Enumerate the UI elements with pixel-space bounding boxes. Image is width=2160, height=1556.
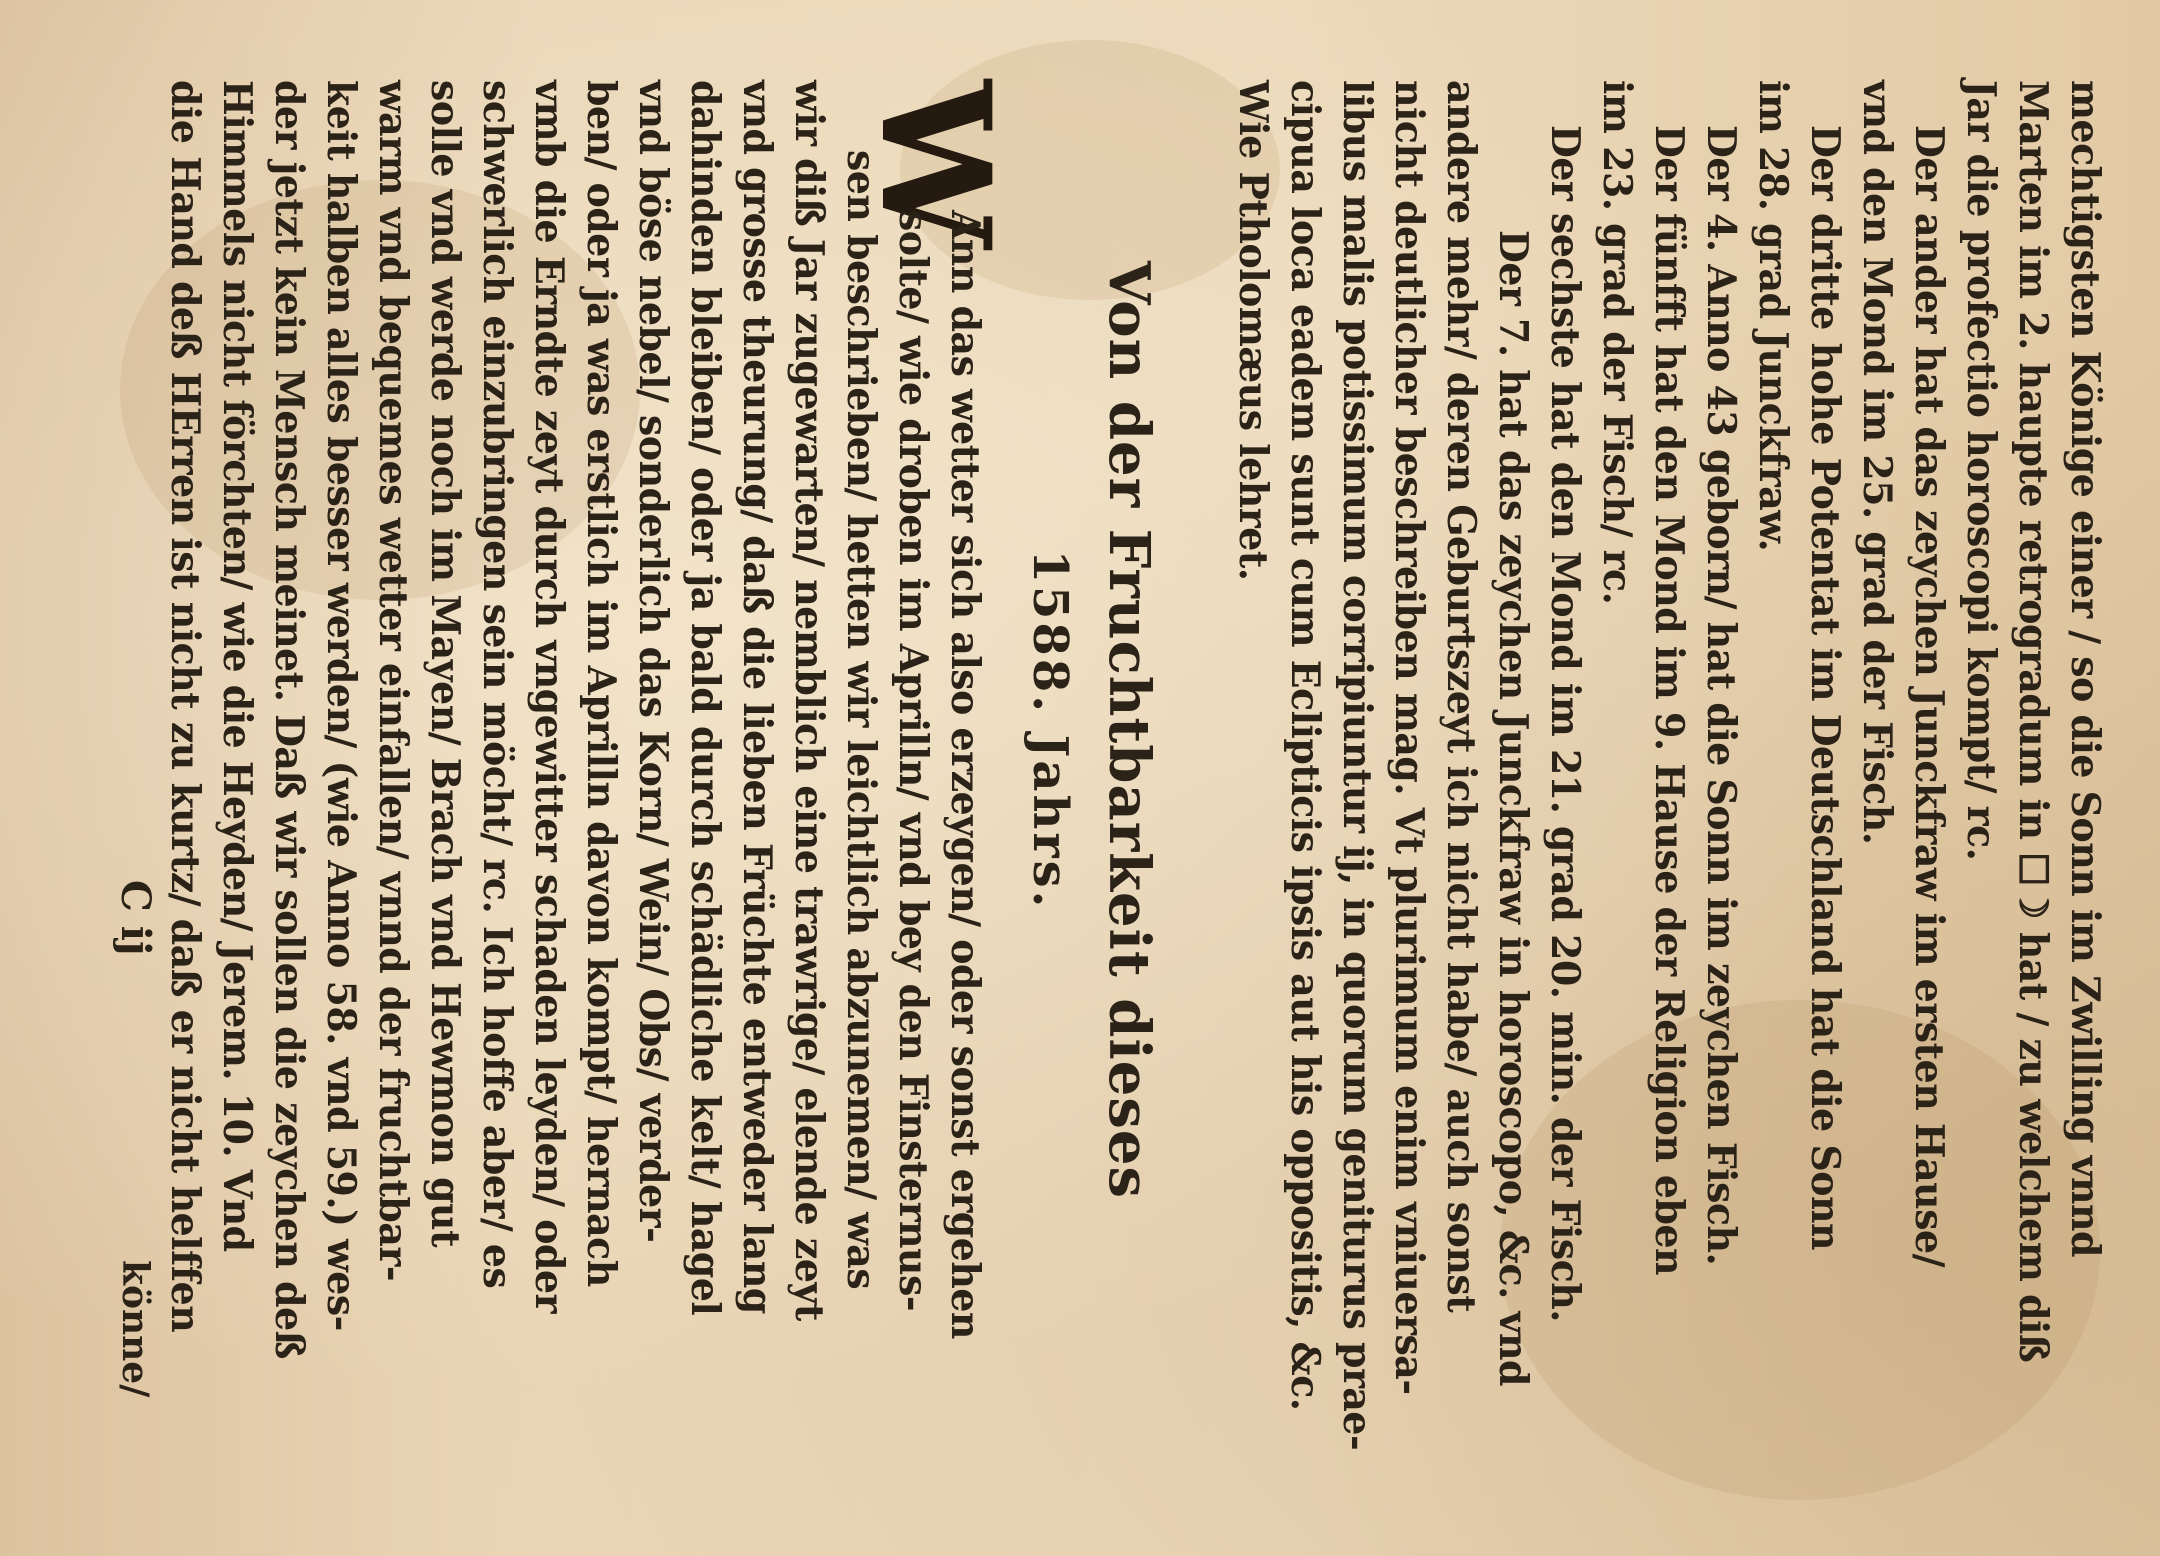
text-line: vnd böse nebel/ sonderlich das Korn/ Wein/ Obs/ verder- [630,80,676,1243]
text-line: Der 4. Anno 43 geborn/ hat die Sonn im zeychen Fisch. [1698,125,1744,1266]
text-line: andere mehr/ deren Geburtszeyt ich nicht habe/ auch sonst [1438,80,1484,1313]
text-line: Wie Ptholomæus lehret. [1230,80,1276,581]
drop-capital: W [847,80,1023,249]
text-line: Der ander hat das zeychen Junckfraw im ersten Hause/ [1906,125,1952,1267]
text-line: warm vnd bequemes wetter einfallen/ vnnd der fruchtbar- [370,80,416,1282]
text-line: sen beschrieben/ hetten wir leichtlich abzunemen/ was [838,150,884,1290]
signature-mark: C ij [112,880,159,956]
text-line: Der dritte hohe Potentat im Deutschland hat die Sonn [1802,125,1848,1251]
text-line: wir diß Jar zugewarten/ nemblich eine trawrige/ elende zeyt [786,80,832,1321]
section-title: Von der Fruchtbarkeit dieses [1096,260,1162,1200]
text-line: im 28. grad Junckfraw. [1750,80,1796,552]
text-line: der jetzt kein Mensch meinet. Daß wir sollen die zeychen deß [266,80,312,1359]
text-line: nicht deutlicher beschreiben mag. Vt plurimum enim vniuersa- [1386,80,1432,1395]
text-line: Der 7. hat das zeychen Junckfraw in horoscopo, &c. vnd [1490,230,1536,1386]
text-line: Der sechste hat den Mond im 21. grad 20. min. der Fisch. [1542,125,1588,1322]
text-line: Ann das wetter sich also erzeygen/ oder sonst ergehen [942,210,988,1339]
catchword: könne/ [114,1260,156,1398]
text-line: libus malis potissimum corripiuntur ij, in quorum geniturus prae- [1334,80,1380,1451]
text-line: solle vnd werde noch im Mayen/ Brach vnd Hewmon gut [422,80,468,1248]
text-line: schwerlich einzubringen sein möcht/ rc. Ich hoffe aber/ es [474,80,520,1289]
text-line: die Hand deß HErren ist nicht zu kurtz/ daß er nicht helffen [162,80,208,1333]
text-line: im 23. grad der Fisch/ rc. [1594,80,1640,605]
section-year: 1588. Jahrs. [1022,549,1078,911]
text-line: mechtigsten Könige einer / so die Sonn im Zwilling vnnd [2062,80,2108,1258]
text-line: vnd den Mond im 25. grad der Fisch. [1854,80,1900,845]
text-line: Jar die profectio horoscopi kompt/ rc. [1958,80,2004,861]
text-line: dahinden bleiben/ oder ja bald durch schädliche kelt/ hagel [682,80,728,1316]
text-line: vnd grosse theurung/ daß die lieben Früchte entweder lang [734,80,780,1314]
text-line: Der fünfft hat den Mond im 9. Hause der Religion eben [1646,125,1692,1276]
text-line: ben/ oder ja was erstlich im Aprilln davon kompt/ hernach [578,80,624,1287]
text-line: vmb die Erndte zeyt durch vngewitter schaden leyden/ oder [526,80,572,1313]
text-line: solte/ wie droben im Aprilln/ vnd bey den Finsternus- [890,210,936,1312]
text-line: Marten im 2. haupte retrogradum in ☐☽ hat / zu welchem diß [2010,80,2056,1363]
text-line: Himmels nicht förchten/ wie die Heyden/ Jerem. 10. Vnd [214,80,260,1252]
text-line: keit halben alles besser werden/ (wie Anno 58. vnd 59.) wes- [318,80,364,1331]
text-line: cipua loca eadem sunt cum Eclipticis ipsis aut his oppositis, &c. [1282,80,1328,1411]
printed-leaf [112,80,2110,1480]
